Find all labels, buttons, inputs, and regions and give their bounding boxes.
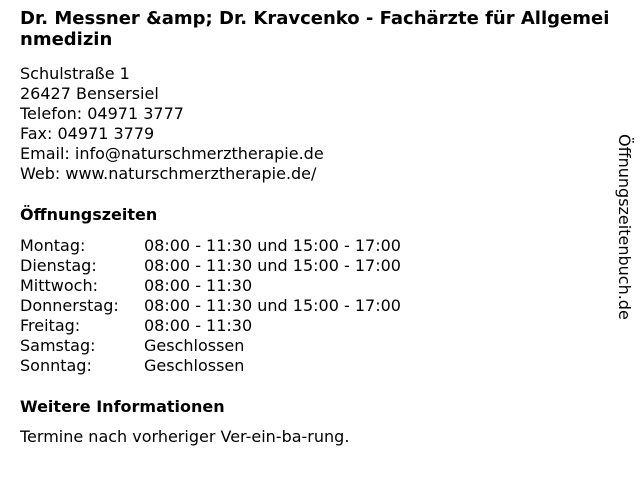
more-info-text: Termine nach vorheriger Ver-ein-ba-rung. bbox=[20, 427, 350, 446]
city-address: 26427 Bensersiel bbox=[20, 84, 159, 103]
hours-row-monday bbox=[20, 236, 610, 256]
hours-row-saturday bbox=[20, 336, 610, 356]
hours-row-sunday bbox=[20, 356, 610, 376]
hours-time: 08:00 - 11:30 und 15:00 - 17:00 bbox=[144, 236, 401, 255]
hours-time: 08:00 - 11:30 und 15:00 - 17:00 bbox=[144, 256, 401, 275]
hours-time: 08:00 - 11:30 bbox=[144, 316, 253, 335]
hours-day: Donnerstag: bbox=[20, 296, 119, 315]
hours-day: Samstag: bbox=[20, 336, 96, 355]
email-address: Email: info@naturschmerztherapie.de bbox=[20, 144, 324, 163]
hours-row-thursday bbox=[20, 296, 610, 316]
hours-time: 08:00 - 11:30 bbox=[144, 276, 253, 295]
listing-card bbox=[20, 8, 610, 447]
website-address: Web: www.naturschmerztherapie.de/ bbox=[20, 164, 317, 183]
opening-hours-table bbox=[20, 236, 610, 376]
phone-number: Telefon: 04971 3777 bbox=[20, 104, 184, 123]
street-address: Schulstraße 1 bbox=[20, 64, 130, 83]
more-info-heading: Weitere Informationen bbox=[20, 397, 225, 416]
opening-hours-heading: Öffnungszeiten bbox=[20, 205, 158, 224]
hours-day: Montag: bbox=[20, 236, 86, 255]
page-title: Dr. Messner &amp; Dr. Kravcenko - Fachärzte für Allgemeinmedizin bbox=[20, 8, 610, 50]
hours-day: Sonntag: bbox=[20, 356, 92, 375]
hours-row-tuesday bbox=[20, 256, 610, 276]
hours-day: Dienstag: bbox=[20, 256, 97, 275]
hours-row-friday bbox=[20, 316, 610, 336]
hours-time: Geschlossen bbox=[144, 356, 245, 375]
hours-day: Mittwoch: bbox=[20, 276, 98, 295]
hours-row-wednesday bbox=[20, 276, 610, 296]
fax-number: Fax: 04971 3779 bbox=[20, 124, 155, 143]
address-block bbox=[20, 64, 610, 184]
site-watermark: Öffnungszeitenbuch.de bbox=[615, 134, 634, 320]
hours-time: Geschlossen bbox=[144, 336, 245, 355]
hours-time: 08:00 - 11:30 und 15:00 - 17:00 bbox=[144, 296, 401, 315]
hours-day: Freitag: bbox=[20, 316, 81, 335]
